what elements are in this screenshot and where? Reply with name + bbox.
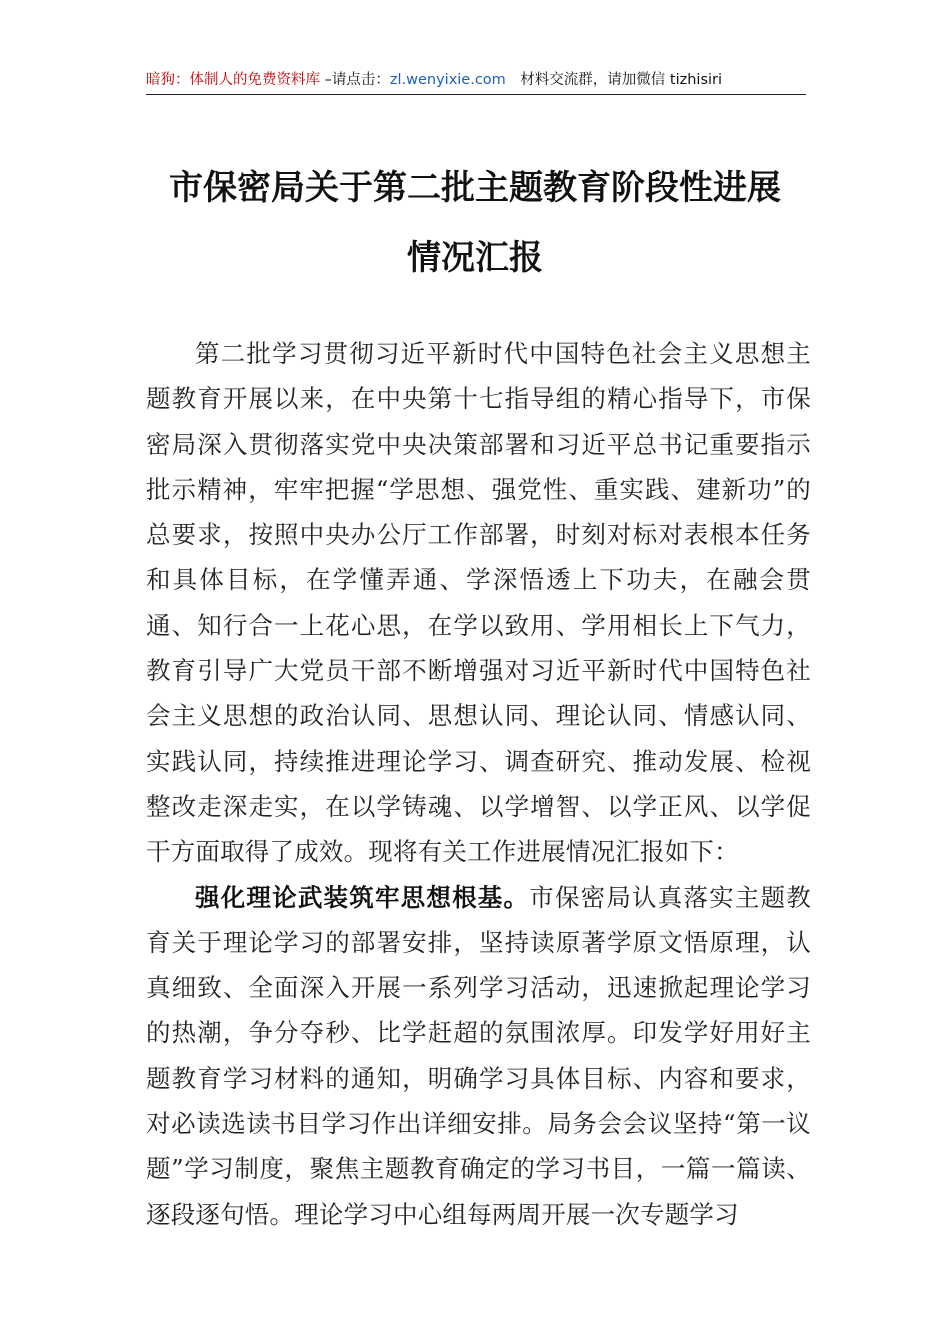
header-click-prompt: –请点击： — [320, 72, 390, 88]
header-url-link[interactable]: zl.wenyixie.com — [389, 72, 506, 88]
paragraph-theory-heading: 强化理论武装筑牢思想根基。 — [195, 882, 530, 912]
document-body — [146, 331, 811, 1237]
header-wechat-note: 材料交流群，请加微信 tizhisiri — [505, 72, 723, 88]
paragraph-theory — [146, 875, 811, 1237]
document-title-line-2: 情况汇报 — [407, 238, 543, 278]
paragraph-intro: 第二批学习贯彻习近平新时代中国特色社会主义思想主题教育开展以来，在中央第十七指导组的精心指导下，市保密局深入贯彻落实党中央决策部署和习近平总书记重要指示批示精神，牢牢把握“学思想、强党性、重实践、建新功”的总要求，按照中央办公厅工作部署，时刻对标对表根本任务和具体目标，在学懂弄通、学深悟透上下功夫，在融会贯通、知行合一上花心思，在学以致用、学用相长上下气力，教育引导广大党员干部不断增强对习近平新时代中国特色社会主义思想的政治认同、思想认同、理论认同、情感认同、实践认同，持续推进理论学习、调查研究、推动发展、检视整改走深走实，在以学铸魂、以学增智、以学正风、以学促干方面取得了成效。现将有关工作进展情况汇报如下： — [146, 339, 811, 867]
paragraph-theory-body: 市保密局认真落实主题教育关于理论学习的部署安排，坚持读原著学原文悟原理，认真细致、全面深入开展一系列学习活动，迅速掀起理论学习的热潮，争分夺秒、比学赶超的氛围浓厚。印发学好用好主题教育学习材料的通知，明确学习具体目标、内容和要求，对必读选读书目学习作出详细安排。局务会会议坚持“第一议题”学习制度，聚焦主题教育确定的学习书目，一篇一篇读、逐段逐句悟。理论学习中心组每两周开展一次专题学习 — [146, 882, 811, 1229]
page-header — [146, 66, 806, 95]
document-title-line-1: 市保密局关于第二批主题教育阶段性进展 — [169, 168, 781, 208]
header-site-name: 暗狗：体制人的免费资料库 — [146, 72, 320, 88]
